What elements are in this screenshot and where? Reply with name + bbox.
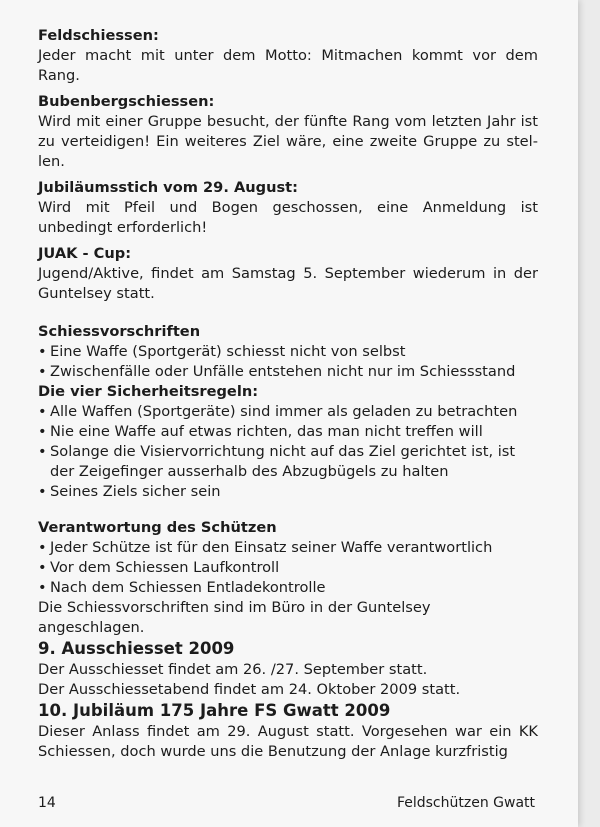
list-item: • Jeder Schütze ist für den Einsatz seiner Waffe verantwortlich xyxy=(38,538,538,558)
list-item: • Alle Waffen (Sportgeräte) sind immer als geladen zu betrachten xyxy=(38,402,538,422)
list-item: • Seines Ziels sicher sein xyxy=(38,482,538,502)
feldschiessen-text: Jeder macht mit unter dem Motto: Mitmachen kommt vor dem Rang. xyxy=(38,47,538,84)
list-item: • Eine Waffe (Sportgerät) schiesst nicht von selbst xyxy=(38,342,538,362)
ausschiesset-line-1: Der Ausschiesset findet am 26. /27. September statt. xyxy=(38,661,428,678)
page-number: 14 xyxy=(38,795,56,811)
bubenberg-text: Wird mit einer Gruppe besucht, der fünfte Rang vom letzten Jahr ist zu verteidigen! Ein weiteres Ziel wäre, eine zweite Gruppe zu stel-len. xyxy=(38,113,538,170)
page-footer xyxy=(38,795,535,811)
list-item: • Solange die Visiervorrichtung nicht auf das Ziel gerichtet ist, ist der Zeigefinger ausserhalb des Abzugbügels zu halten xyxy=(38,442,538,482)
ausschiesset-heading: 9. Ausschiesset 2009 xyxy=(38,639,235,658)
verantwortung-heading: Verantwortung des Schützen xyxy=(38,519,277,536)
sicherheitsregeln-list xyxy=(38,402,538,502)
list-item: • Nach dem Schiessen Entladekontrolle xyxy=(38,578,538,598)
schiessvorschriften-list xyxy=(38,342,538,382)
list-item: • Zwischenfälle oder Unfälle entstehen nicht nur im Schiessstand xyxy=(38,362,538,382)
jubilaeumsstich-text: Wird mit Pfeil und Bogen geschossen, eine Anmeldung ist unbedingt erforderlich! xyxy=(38,199,538,236)
jubilaeum-text: Dieser Anlass findet am 29. August statt. Vorgesehen war ein KK Schiessen, doch wurde uns die Benutzung der Anlage kurzfristig xyxy=(38,723,538,760)
sicherheitsregeln-heading: Die vier Sicherheitsregeln: xyxy=(38,383,259,400)
verantwortung-note: Die Schiessvorschriften sind im Büro in der Guntelsey angeschlagen. xyxy=(38,599,431,636)
juak-text: Jugend/Aktive, findet am Samstag 5. September wiederum in der Guntelsey statt. xyxy=(38,265,538,302)
feldschiessen-heading: Feldschiessen: xyxy=(38,27,159,44)
list-item: • Vor dem Schiessen Laufkontroll xyxy=(38,558,538,578)
jubilaeumsstich-heading: Jubiläumsstich vom 29. August: xyxy=(38,179,298,196)
verantwortung-list xyxy=(38,538,538,598)
page-content xyxy=(38,26,538,762)
footer-club-name: Feldschützen Gwatt xyxy=(396,795,535,811)
juak-heading: JUAK - Cup: xyxy=(38,245,132,262)
jubilaeum-heading: 10. Jubiläum 175 Jahre FS Gwatt 2009 xyxy=(38,701,391,720)
bubenberg-heading: Bubenbergschiessen: xyxy=(38,93,215,110)
list-item: • Nie eine Waffe auf etwas richten, das man nicht treffen will xyxy=(38,422,538,442)
schiessvorschriften-heading: Schiessvorschriften xyxy=(38,323,201,340)
ausschiesset-line-2: Der Ausschiessetabend findet am 24. Oktober 2009 statt. xyxy=(38,681,461,698)
